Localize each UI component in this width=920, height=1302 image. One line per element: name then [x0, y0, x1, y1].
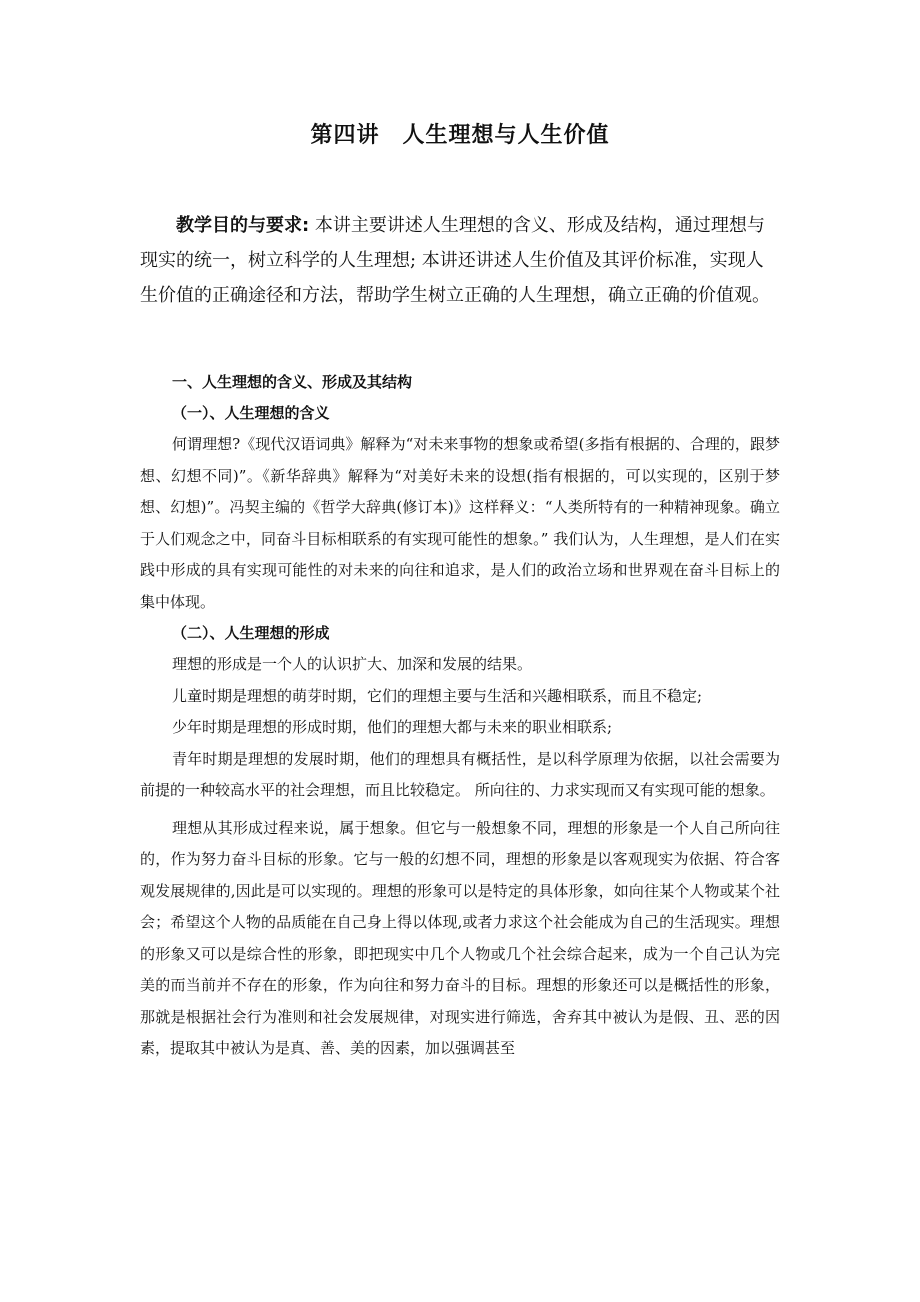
paragraph-imagination: 理想从其形成过程来说，属于想象。但它与一般想象不同，理想的形象是一个人自己所向往的，作为努力奋斗目标的形象。它与一般的幻想不同，理想的形象是以客观现实为依据、符合客观发展规律的,因此是可以实现的。理想的形象可以是特定的具体形象，如向往某个人物或某个社会；希望这个人物的品质能在自己身上得以体现,或者力求这个社会能成为自己的生活现实。理想的形象又可以是综合性的形象，即把现实中几个人物或几个社会综合起来，成为一个自己认为完美的而当前并不存在的形象，作为向往和努力奋斗的目标。理想的形象还可以是概括性的形象，那就是根据社会行为准则和社会发展规律，对现实进行筛选，舍弃其中被认为是假、丑、恶的因素，提取其中被认为是真、善、美的因素，加以强调甚至	[140, 818, 780, 1057]
document-body	[140, 366, 780, 1065]
intro-paragraph	[140, 208, 780, 313]
paragraph-adolescence: 青年时期是理想的发展时期，他们的理想具有概括性，是以科学原理为依据，以社会需要为前提的一种较高水平的社会理想，而且比较稳定。 所向往的、力求实现而又有实现可能的想象。	[140, 749, 780, 799]
intro-label: 教学目的与要求:	[176, 215, 310, 236]
paragraph-definition: 何谓理想?《现代汉语词典》解释为“对未来事物的想象或希望(多指有根据的、合理的，跟梦想、幻想不同)”。《新华辞典》解释为“对美好未来的设想(指有根据的，可以实现的，区别于梦想、幻想)”。冯契主编的《哲学大辞典(修订本)》这样释义：“人类所特有的一种精神现象。确立于人们观念之中，同奋斗目标相联系的有实现可能性的想象。” 我们认为，人生理想，是人们在实践中形成的具有实现可能性的对未来的向往和追求，是人们的政治立场和世界观在奋斗目标上的集中体现。	[140, 435, 780, 611]
paragraph-youth: 少年时期是理想的形成时期，他们的理想大都与未来的职业相联系;	[172, 718, 613, 736]
paragraph-formation: 理想的形成是一个人的认识扩大、加深和发展的结果。	[172, 655, 533, 673]
paragraph-childhood: 儿童时期是理想的萌芽时期，它们的理想主要与生活和兴趣相联系，而且不稳定;	[172, 686, 703, 705]
section-heading: 一、人生理想的含义、形成及其结构	[172, 373, 413, 391]
subsection-heading: （二）、人生理想的形成	[172, 624, 330, 642]
intro-text: 本讲主要讲述人生理想的含义、形成及结构，通过理想与现实的统一，树立科学的人生理想; 本讲还讲述人生价值及其评价标准，实现人生价值的正确途径和方法，帮助学生树立正确的人生理想，确立正确的价值观。	[140, 215, 770, 306]
subsection-heading: （一）、人生理想的含义	[172, 404, 330, 422]
page-title: 第四讲 人生理想与人生价值	[310, 123, 610, 148]
